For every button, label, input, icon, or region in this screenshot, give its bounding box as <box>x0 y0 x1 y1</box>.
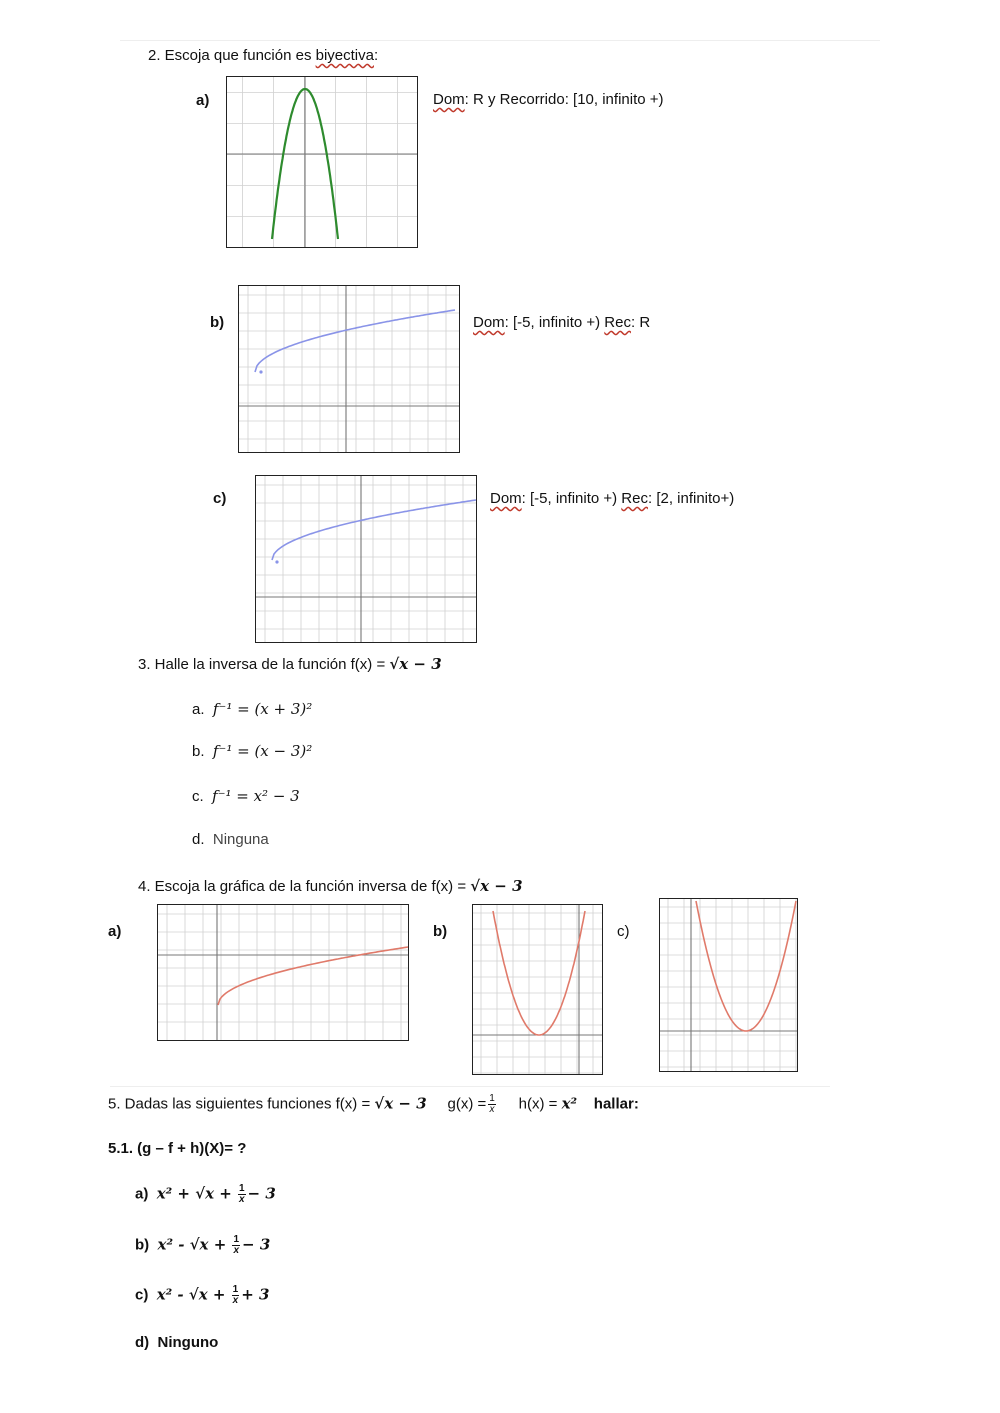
q5-option-a[interactable]: a) x² + √x + $\frac{1}{x}$ − 3 <box>135 1183 276 1205</box>
q4-graph-c <box>659 898 798 1072</box>
q4-option-a-label: a) <box>108 923 122 940</box>
q4-graph-a <box>157 904 409 1041</box>
start-point <box>275 560 278 563</box>
section-rule <box>110 1086 830 1087</box>
q5-option-d[interactable]: d) Ninguno <box>135 1334 219 1351</box>
q2-title: 2. Escoja que función es biyectiva: <box>148 47 379 64</box>
q5-title: 5. Dadas las siguientes funciones f(x) = √x − 3 g(x) = $\frac{1}{x}$ h(x) = x² hallar: <box>108 1093 639 1115</box>
sqrt-graph-b <box>239 286 459 452</box>
q2-option-a-label: a) <box>196 92 210 109</box>
q3-option-b[interactable]: b. f⁻¹ = (x − 3)² <box>192 742 313 760</box>
q2-option-c-label: c) <box>213 490 227 507</box>
q2-graph-c <box>255 475 477 643</box>
q2-graph-b <box>238 285 460 453</box>
sqrt-graph-red <box>158 905 408 1040</box>
q3-option-c[interactable]: c. f⁻¹ = x² − 3 <box>192 787 300 805</box>
sqrt-graph-c <box>256 476 476 642</box>
q5-option-c[interactable]: c) x² - √x + $\frac{1}{x}$ + 3 <box>135 1284 270 1306</box>
sqrt-curve <box>218 947 408 1005</box>
parabola-graph-a <box>227 77 417 247</box>
q2-option-c-desc: Dom: [-5, infinito +) Rec: [2, infinito+) <box>490 490 735 507</box>
q4-graph-b <box>472 904 603 1075</box>
q2-graph-a <box>226 76 418 248</box>
parabola-graph-red-c <box>660 899 797 1071</box>
header-rule <box>120 40 880 41</box>
parabola-curve <box>493 911 585 1035</box>
q2-option-b-desc: Dom: [-5, infinito +) Rec: R <box>473 314 651 331</box>
q3-title: 3. Halle la inversa de la función f(x) = √x − 3 <box>138 655 442 673</box>
sqrt-curve <box>255 310 455 372</box>
q4-option-b-label: b) <box>433 923 448 940</box>
parabola-curve <box>696 901 796 1031</box>
q5-subtitle: 5.1. (g – f + h)(X)= ? <box>108 1140 247 1157</box>
parabola-graph-red-b <box>473 905 602 1074</box>
q2-option-a-desc: Dom: R y Recorrido: [10, infinito +) <box>433 91 664 108</box>
start-point <box>259 370 262 373</box>
q4-option-c-label: c) <box>617 923 630 940</box>
q2-option-b-label: b) <box>210 314 225 331</box>
q5-option-b[interactable]: b) x² - √x + $\frac{1}{x}$ − 3 <box>135 1234 271 1256</box>
q3-option-d[interactable]: d. Ninguna <box>192 831 269 848</box>
q3-option-a[interactable]: a. f⁻¹ = (x + 3)² <box>192 700 313 718</box>
q4-title: 4. Escoja la gráfica de la función inversa de f(x) = √x − 3 <box>138 877 523 895</box>
